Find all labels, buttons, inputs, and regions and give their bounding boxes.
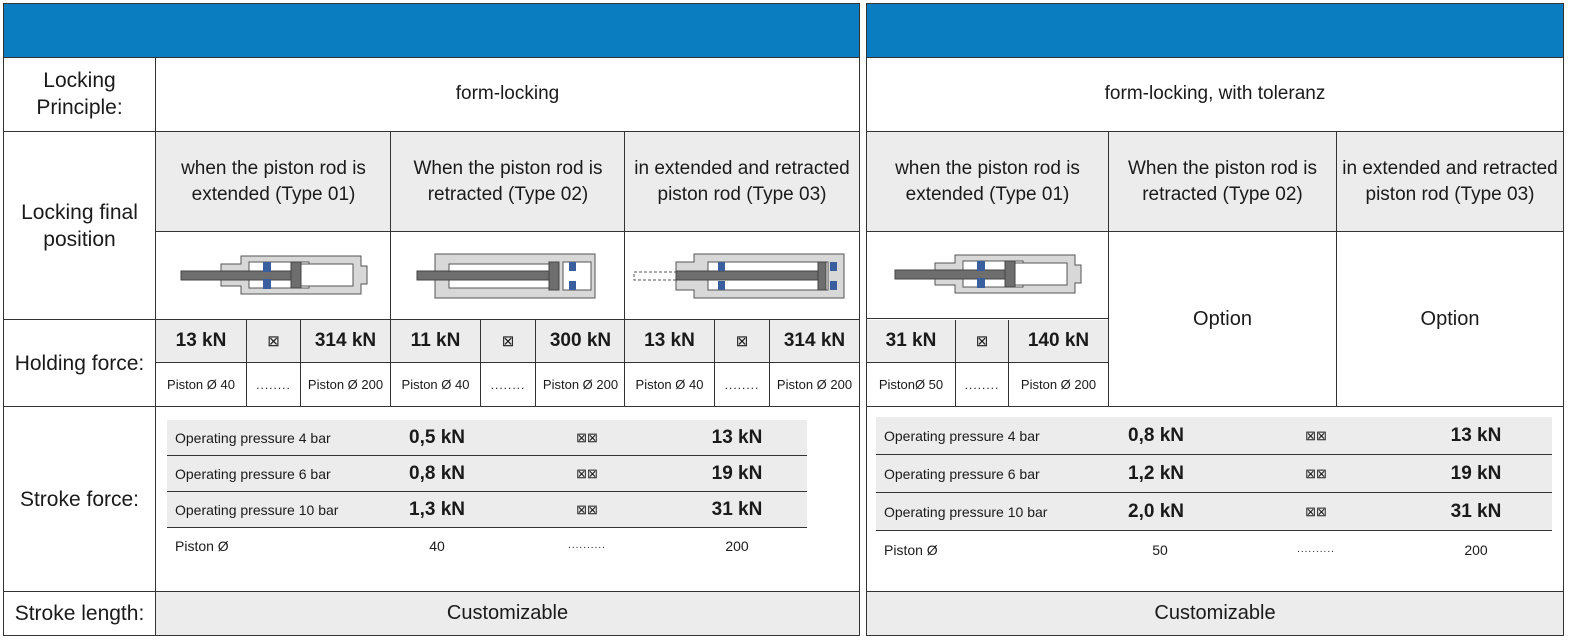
right-header-bar — [867, 4, 1563, 58]
left-type03-label: in extended and retracted piston rod (Type 03) — [624, 132, 859, 232]
stroke-piston-label: Piston Ø — [175, 537, 229, 554]
right-type03-label: in extended and retracted piston rod (Type 03) — [1336, 132, 1563, 232]
holding-max: 140 kN — [1008, 320, 1108, 363]
stroke-min: 1,3 kN — [409, 498, 465, 520]
stroke-sep: ⊠⊠ — [1305, 465, 1327, 481]
right-locking-block — [867, 132, 1563, 407]
stroke-length-label: Stroke length: — [4, 592, 156, 635]
right-stroke-force-row — [867, 407, 1563, 592]
right-option-type02: Option — [1108, 232, 1336, 406]
right-principle-value: form-locking, with toleranz — [1104, 83, 1326, 104]
left-panel — [3, 3, 860, 636]
holding-max: 314 kN — [300, 320, 390, 363]
stroke-piston-min: 50 — [1152, 541, 1168, 558]
right-panel — [866, 3, 1564, 636]
locking-principle-label: Locking Principle: — [4, 57, 156, 131]
cylinder-type01-icon — [156, 232, 391, 319]
holding-dots: ........ — [480, 363, 535, 406]
stroke-row — [167, 456, 807, 492]
stroke-row — [167, 420, 807, 456]
holding-piston-max: Piston Ø 200 — [535, 363, 625, 406]
stroke-row — [876, 417, 1552, 455]
holding-piston-min: Piston Ø 40 — [390, 363, 480, 406]
holding-dots: ........ — [714, 363, 769, 406]
stroke-max: 19 kN — [1450, 462, 1502, 484]
locking-final-row — [4, 132, 859, 320]
locking-final-label: Locking final position — [4, 132, 156, 319]
holding-piston-min: Piston Ø 40 — [167, 377, 235, 392]
stroke-piston-max: 200 — [1464, 541, 1488, 558]
right-option-type03: Option — [1336, 232, 1563, 406]
stroke-max: 31 kN — [1450, 500, 1502, 522]
left-type02-label: When the piston rod is retracted (Type 02) — [390, 132, 625, 232]
stroke-piston-max: 200 — [725, 537, 749, 554]
stroke-force-row — [4, 407, 859, 592]
stroke-pressure-label: Operating pressure 6 bar — [175, 465, 331, 482]
right-principle-row — [867, 57, 1563, 132]
stroke-sep: ⊠⊠ — [576, 429, 598, 445]
stroke-force-label: Stroke force: — [4, 407, 156, 591]
stroke-row — [876, 455, 1552, 493]
left-type01-label: when the piston rod is extended (Type 01) — [156, 132, 391, 232]
left-header-bar — [4, 4, 859, 58]
stroke-min: 0,8 kN — [1128, 424, 1184, 446]
stroke-min: 1,2 kN — [1128, 462, 1184, 484]
stroke-row — [167, 492, 807, 528]
holding-piston-max: Piston Ø 200 — [769, 363, 859, 406]
holding-min: 13 kN — [624, 320, 714, 363]
stroke-max: 13 kN — [1450, 424, 1502, 446]
left-principle-value: form-locking — [455, 83, 560, 104]
holding-max: 300 kN — [535, 320, 625, 363]
stroke-length-row — [4, 592, 859, 635]
stroke-pressure-label: Operating pressure 10 bar — [884, 503, 1048, 520]
holding-force-label: Holding force: — [4, 320, 156, 406]
stroke-max: 19 kN — [711, 462, 763, 484]
holding-piston-max: Piston Ø 200 — [300, 363, 390, 406]
stroke-piston-dots: .......... — [1297, 544, 1335, 555]
stroke-sep: ⊠⊠ — [576, 465, 598, 481]
locking-principle-row — [4, 57, 859, 132]
holding-max: 314 kN — [769, 320, 859, 363]
holding-min: 13 kN — [156, 320, 246, 363]
holding-min: 31 kN — [867, 320, 955, 363]
stroke-piston-dots: .......... — [568, 540, 606, 551]
stroke-pressure-label: Operating pressure 4 bar — [884, 427, 1040, 444]
holding-force-row — [4, 320, 859, 407]
stroke-max: 13 kN — [711, 426, 763, 448]
stroke-piston-min: 40 — [429, 537, 445, 554]
stroke-max: 31 kN — [711, 498, 763, 520]
holding-sep: ⊠ — [714, 320, 769, 363]
stroke-piston-label: Piston Ø — [884, 541, 938, 558]
holding-piston-max: Piston Ø 200 — [1008, 363, 1108, 406]
holding-sep: ⊠ — [955, 320, 1008, 363]
left-stroke-length-value: Customizable — [156, 592, 859, 635]
right-stroke-length-row — [867, 592, 1563, 635]
stroke-min: 0,8 kN — [409, 462, 465, 484]
cylinder-type02-icon — [390, 232, 625, 319]
stroke-row — [876, 493, 1552, 531]
holding-min: 11 kN — [390, 320, 480, 363]
left-stroke-table — [167, 420, 807, 580]
holding-sep: ⊠ — [246, 320, 300, 363]
holding-piston-min: PistonØ 50 — [878, 377, 944, 392]
holding-sep: ⊠ — [480, 320, 535, 363]
right-stroke-length-value: Customizable — [867, 592, 1563, 635]
right-type02-label: When the piston rod is retracted (Type 02) — [1108, 132, 1336, 232]
stroke-pressure-label: Operating pressure 6 bar — [884, 465, 1040, 482]
cylinder-type03-icon — [624, 232, 859, 319]
cylinder-type01-icon — [867, 232, 1108, 319]
right-type01-label: when the piston rod is extended (Type 01) — [867, 132, 1108, 232]
holding-piston-min: Piston Ø 40 — [624, 363, 714, 406]
stroke-pressure-label: Operating pressure 4 bar — [175, 429, 331, 446]
stroke-piston-row — [876, 531, 1552, 568]
right-stroke-table — [876, 417, 1552, 582]
stroke-sep: ⊠⊠ — [576, 501, 598, 517]
stroke-sep: ⊠⊠ — [1305, 427, 1327, 443]
holding-dots: ........ — [955, 363, 1008, 406]
holding-dots: ........ — [246, 363, 300, 406]
stroke-piston-row — [167, 528, 807, 563]
stroke-min: 2,0 kN — [1128, 500, 1184, 522]
stroke-sep: ⊠⊠ — [1305, 503, 1327, 519]
stroke-min: 0,5 kN — [409, 426, 465, 448]
stroke-pressure-label: Operating pressure 10 bar — [175, 501, 339, 518]
